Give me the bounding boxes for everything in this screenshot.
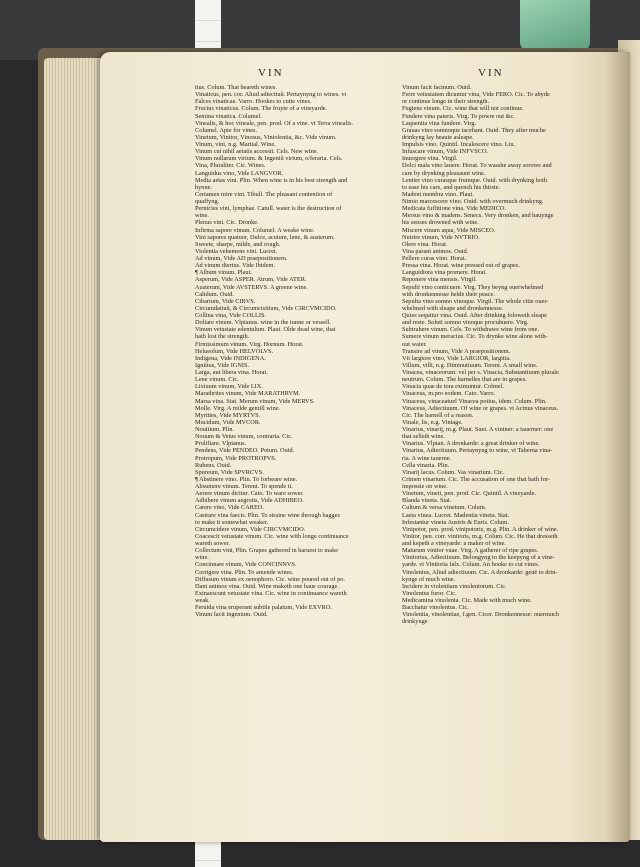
dictionary-line: Vinolentus furor. Cic. [402, 589, 457, 597]
dictionary-line: Igniitus, Vide IGNIS. [195, 361, 250, 369]
dictionary-line: Infuscare vinum, Vide INFVSCO. [402, 148, 489, 156]
dictionary-line: Pendens, Vide PENDEO. Potum. Ouid. [195, 447, 295, 455]
dictionary-line: Bacchatur vinolentus. Cic. [402, 604, 469, 612]
dictionary-line: Vinum, vini, n.g. Martial. Wine. [195, 141, 276, 148]
dictionary-line: Prolifiare. Vlpianus. [195, 440, 247, 448]
dictionary-line: Villum, villi, n.g. Diminutiuum. Terent. A small wine. [402, 361, 538, 369]
dictionary-line: Molle. Virg. A milde gentill wine. [195, 404, 281, 412]
dictionary-line: Vinale, lis, n.g. Vintage. [402, 418, 463, 426]
dictionary-line: Infestantur vineta Austris & Euris. Colum. [402, 518, 509, 526]
dictionary-line: Subtrahere vinum. Cels. To withdrawe wine from one. [402, 326, 539, 334]
dictionary-line: Semina vinatica. Columel. [195, 112, 262, 120]
dictionary-line: yarde. vt Vinitoria falx. Colum. An hooke to cut vines. [402, 561, 540, 569]
dictionary-line: Languidiora vina promere. Horat. [402, 269, 487, 277]
dictionary-line: wine. [195, 554, 209, 562]
dictionary-line: Blanda vineta. Stat. [402, 497, 452, 505]
dictionary-line: Nimio marcescere vino. Ouid. with overmuch drinkyng. [402, 198, 544, 205]
dictionary-line: Absumere vinum. Terent. To spende it. [195, 483, 293, 490]
dictionary-line: drinkyng lay heauie asleape. [402, 133, 474, 141]
dictionary-line: Vinetum, Vinitor, Vinosus, Viniolentia, &c. Vide vinum. [195, 133, 337, 141]
dictionary-line: Cic. The harnell of a reason. [402, 411, 474, 419]
dictionary-line: Vini sapores quatuor, Dulce, acutum, lene, & austerum. [195, 233, 335, 241]
dictionary-line: or continue longe in their strength. [402, 98, 490, 106]
dictionary-line: hynne. [195, 183, 212, 191]
dictionary-line: Lene vinum. Cic. [195, 376, 239, 384]
dictionary-line: Larga, aut libera vina. Horat. [195, 369, 268, 376]
page-clip [520, 0, 590, 52]
dictionary-line: care by drynking pleasaunt wine. [402, 169, 486, 177]
dictionary-line: Vinarius, Adiectiuum. Pertaynyng to wine, vt Taberna vina- [402, 447, 553, 455]
dictionary-line: Cibarium, Vide CIBVS. [195, 297, 256, 305]
dictionary-line: Ad vinum diertus. Vide Ibidem. [195, 262, 275, 270]
dictionary-line: Exinaescunt vetustate vina. Cic. wine in continuance wareth [195, 589, 347, 597]
dictionary-line: that selleth wine. [402, 433, 445, 441]
dictionary-line: Vinum cui nihil aetatis accessit. Cels. New wine. [195, 148, 319, 156]
dictionary-line: Media aetas vini. Plin. When wine is in his best strength and [195, 176, 348, 184]
dictionary-line: Quies sequitur vina. Ouid. After drinking foloweth sleape [402, 312, 547, 319]
dictionary-line: ¶ Album vinum. Plaut. [195, 269, 252, 277]
dictionary-line: Vinarius, vinarij, m.g. Plaut. Suet. A vintner: a tauerner: one [402, 426, 554, 433]
dictionary-line: Vina parant animos. Ouid. [402, 247, 469, 255]
dictionary-line: with dronkennesse helde their peace. [402, 290, 495, 298]
dictionary-line: Protropum, Vide PROTROPVS. [195, 454, 277, 462]
dictionary-line: Cella vinaria. Plin. [402, 461, 450, 469]
dictionary-line: Circumcidere vinum, Vide CIRCVMCIDO. [195, 525, 306, 533]
dictionary-line: out water. [402, 340, 427, 348]
dictionary-line: neutrum. Colum. The harnelles that are in grapes. [402, 376, 527, 384]
dictionary-line: Carere vino, Vide CAREO. [195, 504, 264, 512]
dictionary-line: Mucidum, Vide MVCOR. [195, 418, 261, 426]
dictionary-line: Calidum. Ouid. [195, 290, 235, 298]
dictionary-line: Dolci mala vino lauere. Horat. To wasshe away sorowe and [402, 162, 552, 170]
dictionary-line: hath lost the strength. [195, 333, 250, 341]
dictionary-line: Nutrire vinum, Vide NVTRIO. [402, 233, 480, 241]
dictionary-line: Falces vinaticae. Varro. Hookes to cutte vines. [195, 98, 312, 106]
dictionary-line: Ad vinum, Vide AD praepositionem. [195, 255, 288, 262]
dictionary-line: Asperum, Vide ASPER. Atrum, Vide ATER. [195, 276, 307, 284]
dictionary-line: Marathrites vinum, Vide MARATHRVM. [195, 390, 301, 398]
dictionary-line: Vinipotor, pen. prod. vinipotoris, m.g. Plin. A drinker of wine. [402, 525, 559, 533]
dictionary-line: Mersus vino & madens. Senecs. Very dronken, and hauynge [402, 212, 554, 220]
dictionary-line: Vinitor, pen. corr. vinitoris, m.g. Colum. Cic. He that dresseth [402, 532, 558, 540]
dictionary-line: Sweete, sharpe, milde, and rough. [195, 240, 281, 248]
dictionary-line: Helueolum, Vide HELVOLVS. [195, 347, 274, 355]
dictionary-line: Sepulti vino conticuere. Virg. They beyng ouerwhelmed [402, 283, 544, 291]
dictionary-line: Feruida vina eruperant subtile palatum, Vide EXVRO. [195, 604, 332, 612]
dictionary-line: Corrigere vina. Plin. To amende wines. [195, 568, 294, 576]
dictionary-line: Plenus vini. Cic. Dronke. [195, 219, 259, 227]
dictionary-line: wine. [195, 212, 209, 220]
dictionary-line: Fugiens vinum. Cic. wine that will not continue. [402, 105, 524, 113]
dictionary-line: Vinum nullarum virium. & Ingeniũ virium, o/feraria. Cels. [195, 155, 343, 163]
dictionary-line: Certamen mire vini. Tibull. The pleasant contention of [195, 190, 333, 198]
dictionary-line: Sepulta vino somno vinoque. Virgil. The whole citie ouer- [402, 297, 549, 305]
dictionary-line: Grauas vino somnoque iacebant. Ouid. They after muche [402, 126, 546, 134]
dictionary-line: Vinacea, vinaceorum: vel per s. Vinacia, Substantiuum plurale [402, 369, 559, 376]
dictionary-line: Marsa vina. Stat. Merum vinum, Vide MERVS. [195, 397, 315, 405]
dictionary-line: Lixiuum vinum, Vide LIX. [195, 383, 263, 391]
dictionary-line: Vinaceus, vinaceatuel Vinacea potius, idem. Colum. Plin. [402, 397, 547, 405]
dictionary-line: Vinacia quae de tora eximuntur. Colmel. [402, 383, 504, 391]
dictionary-line: Collina vina, Vide COLLIS. [195, 312, 267, 319]
right-column [402, 84, 602, 626]
dictionary-line: Pressa vina. Horat. wine pressed out of grapes. [402, 262, 520, 270]
dictionary-line: Dant animos vina. Ouid. Wine maketh one haue courage. [195, 582, 339, 590]
dictionary-line: his senses drowned with wine. [402, 219, 479, 227]
dictionary-line: Madent membra vino. Plaut. [402, 190, 474, 198]
dictionary-line: Vinaticus, pen. cor. Aliud adiectiuũ. Pertaynyng to wines. vt [195, 91, 347, 99]
dictionary-line: Vinaceus, m.pro eodem. Cato. Varro. [402, 390, 496, 398]
dictionary-line: Reponere vina mensis. Virgil. [402, 276, 477, 284]
dictionary-line: Medicamina vinolenta. Cic. Made with much wine. [402, 597, 532, 604]
dictionary-line: Violentia vehemens vini. Lucret. [195, 247, 278, 255]
dictionary-line: Medicata fuffitione vina. Vide MEDICO. [402, 205, 506, 213]
dictionary-line: Vinum vetustate edentulum. Plaut. Olde dead wine, that [195, 326, 336, 334]
dictionary-line: Doliare vinum. Vlpianus. wine in the tunne or vessell. [195, 319, 332, 327]
dictionary-line: Vina, Pluraliter. Cic. Wines. [195, 162, 266, 170]
dictionary-line: Maturum vinitor vuae. Virg. A gatherer of ripe grapes. [402, 547, 539, 555]
dictionary-line: weak. [195, 597, 210, 604]
dictionary-line: Rubens. Ouid. [195, 461, 232, 469]
dictionary-line: Fructus vinaticus. Colum. The fruyte of a vineyarde. [195, 105, 328, 113]
dictionary-line: kynge of much wine. [402, 575, 456, 583]
dictionary-line: Vti largiore vino, Vide LARGIOR, largitia. [402, 354, 511, 362]
dictionary-line: Adhibere vinum aegrotis, Vide ADHIBEO. [195, 497, 304, 505]
dictionary-line: wareth sower. [195, 540, 230, 547]
dictionary-line: drinkynge [402, 618, 428, 626]
dictionary-line: Pellere curas vino. Horat. [402, 255, 467, 262]
dictionary-line: Vinetum, vineti, pen. prod. Cic. Quintil. A vineyarde. [402, 490, 536, 498]
left-column [195, 84, 395, 618]
dictionary-line: and reste. Soluti somno vinoque procubuere. Virg. [402, 319, 529, 327]
dictionary-line: Inuergere vina. Virgil. [402, 155, 458, 163]
dictionary-line: Cultum & versa vinetum. Colum. [402, 504, 487, 512]
dictionary-line: Pernicies vini, lymphae. Catull. water is the destruction of [195, 205, 342, 213]
dictionary-line: Vinarij lacus. Colum. Vas vinarium. Cic. [402, 468, 505, 476]
dictionary-line: Transire ad vinum, Vide A praepositionem. [402, 347, 511, 355]
running-head-left: VIN [258, 67, 284, 79]
dictionary-line: Firmissimum vinum. Virg. Hornum. Horat. [195, 340, 304, 348]
running-head-right: VIN [478, 67, 504, 79]
dictionary-line: Laeta vinea. Lucret. Madentia vineta. Stat. [402, 511, 510, 519]
dictionary-line: ¶ Abstinere vino. Plin. To forbeare wine. [195, 475, 298, 483]
dictionary-line: impossie on wine. [402, 483, 448, 490]
dictionary-line: Languidus vino, Vide LANGVOR. [195, 169, 284, 177]
dictionary-line: Vinum facit facinum. Ouid. [402, 84, 472, 91]
dictionary-line: Nouitium. Plin. [195, 426, 235, 433]
dictionary-line: Vinitorius, Adiectiuum. Belongyng to the keepyng of a vine- [402, 554, 555, 562]
dictionary-line: Olere vina. Horat. [402, 240, 448, 248]
dictionary-line: quaffyng. [195, 198, 220, 205]
dictionary-line: to ease his care, and quench his thirste. [402, 183, 501, 191]
dictionary-line: Vinaceus, Adiectiuum. Of wine or grapes. vt Acinus vinaceus. [402, 404, 559, 412]
dictionary-line: Diffusum vinum ex oenophoro. Cic. wine poured out of po. [195, 575, 345, 583]
dictionary-line: Miscere vinum aqua, Vide MISCEO. [402, 226, 496, 234]
dictionary-line: Infirma sapore vinum. Columel. A weake wine. [195, 226, 315, 234]
dictionary-line: Vinarius. Vlpian. A dronkarde: a great drinker of wine. [402, 440, 540, 448]
dictionary-line: tius. Colum. That beareth wines. [195, 84, 277, 91]
dictionary-line: Coacescit vetustate vinum. Cic. wine with longe continuance [195, 532, 349, 540]
dictionary-line: and kepeth a vineyarde: a maker of wine. [402, 540, 506, 547]
dictionary-line: Indigena, Vide INDIGENA. [195, 354, 266, 362]
dictionary-line: whelmed with sleape and dronkennesse. [402, 304, 504, 312]
dictionary-line: Leniter vino curasque frumque. Ouid. with drynking both [402, 176, 547, 184]
dictionary-line: Vinealis, & hoc vineale, pen. prod. Of a vine. vt Terra vinealis. [195, 119, 354, 127]
dictionary-line: Vinolentia, vinolentiae, f.gen. Cicer. Dronkennesse: ouermuch [402, 611, 559, 619]
dictionary-line: Laquentia vina fundere. Virg. [402, 119, 477, 127]
dictionary-line: Aerere vinum dicitur. Cato. To ware sower. [195, 490, 304, 498]
dictionary-line: Castrare vina faecis. Plin. To straine wine through bagges [195, 511, 340, 519]
dictionary-line: Crimen vinarium. Cic. The accusation of one that hath for- [402, 475, 550, 483]
dictionary-line: Spureum, Vide SPVRCVS. [195, 468, 264, 476]
dictionary-line: Concinnare vinum, Vide CONCINNVS. [195, 561, 297, 569]
dictionary-line: Myrtites, Vide MYRTVS. [195, 411, 261, 419]
dictionary-line: Sumere vinum meracius. Cic. To drynke wine alone with- [402, 333, 548, 341]
page-gutter [606, 52, 630, 842]
page-edges [44, 58, 104, 840]
dictionary-line: Austerum, Vide AVSTERVS. A greene wine. [195, 283, 308, 291]
dictionary-line: Vinolentus, Aliud adiectiuum. Cic. A dronkarde: geuē to drin- [402, 568, 558, 576]
dictionary-line: Incidere in violentiam vinolentorum. Cic. [402, 582, 507, 590]
dictionary-line: Circumdatiuũ, & Circumcisitium, Vide CIRCVMCIDO. [195, 304, 337, 312]
dictionary-line: Nouum & Vetus vinum, contraria. Cic. [195, 433, 293, 441]
dictionary-line: Impulsis vino. Quintil. Incalescere vino. Liu. [402, 141, 516, 148]
dictionary-line: Ferre vetustatem dicuntur vina, Vide FERO. Cic. To abyde [402, 91, 550, 99]
dictionary-line: Collectum vini, Plin. Grapes gathered in haruest to make [195, 547, 339, 555]
dictionary-line: Fundere vina pateris. Virg. To powre out &c. [402, 112, 515, 120]
dictionary-line: ria. A wine tauerne. [402, 454, 452, 462]
dictionary-line: Columel. Apte for vines. [195, 126, 258, 134]
dictionary-line: to make it somewhat weaker. [195, 518, 269, 526]
dictionary-line: Vinum facit ingenium. Ouid. [195, 611, 268, 619]
